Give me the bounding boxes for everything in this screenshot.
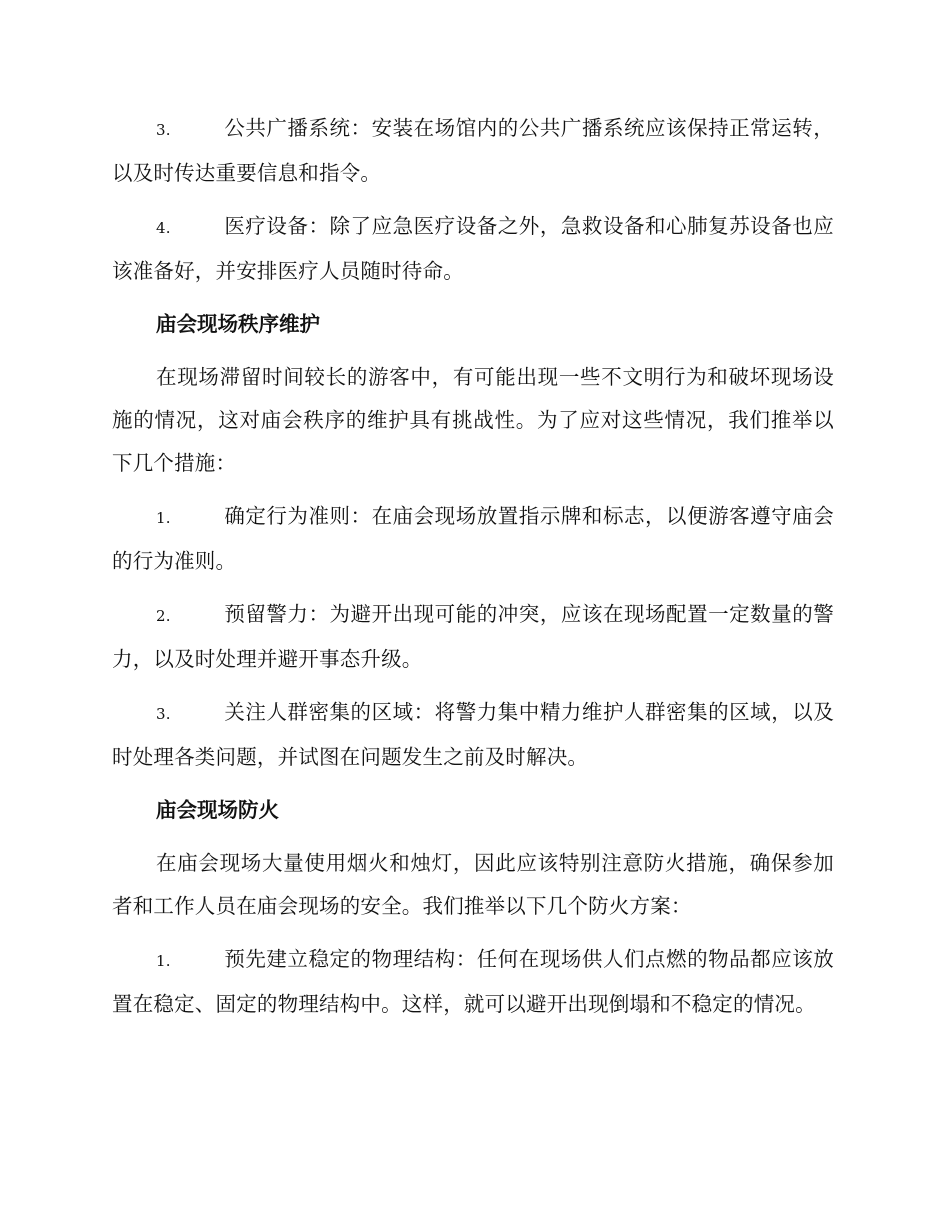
document-body xyxy=(112,107,834,1036)
list-number: 2. xyxy=(156,607,171,625)
paragraph-fire-intro: 在庙会现场大量使用烟火和烛灯，因此应该特别注意防火措施，确保参加者和工作人员在庙会现场的安全。我们推举以下几个防火方案： xyxy=(112,851,834,918)
section-heading-fire: 庙会现场防火 xyxy=(156,798,279,822)
list-number: 1. xyxy=(156,509,171,527)
list-item-broadcast xyxy=(112,107,834,195)
list-item-text: 预先建立稳定的物理结构：任何在现场供人们点燃的物品都应该放置在稳定、固定的物理结构中。这样，就可以避开出现倒塌和不稳定的情况。 xyxy=(112,947,834,1016)
list-item-text: 确定行为准则：在庙会现场放置指示牌和标志，以便游客遵守庙会的行为准则。 xyxy=(112,504,834,573)
list-item-police xyxy=(112,593,834,681)
list-item-text: 预留警力：为避开出现可能的冲突，应该在现场配置一定数量的警力，以及时处理并避开事态升级。 xyxy=(112,602,834,671)
list-number: 3. xyxy=(156,705,171,723)
list-item-text: 关注人群密集的区域：将警力集中精力维护人群密集的区域，以及时处理各类问题，并试图在问题发生之前及时解决。 xyxy=(112,700,834,769)
list-item-text: 公共广播系统：安装在场馆内的公共广播系统应该保持正常运转，以及时传达重要信息和指令。 xyxy=(112,116,834,185)
list-item-crowd xyxy=(112,691,834,779)
list-item-text: 医疗设备：除了应急医疗设备之外，急救设备和心肺复苏设备也应该准备好，并安排医疗人员随时待命。 xyxy=(112,214,834,283)
list-number: 1. xyxy=(156,952,171,970)
list-item-structure xyxy=(112,938,834,1026)
list-number: 4. xyxy=(156,219,171,237)
list-item-rules xyxy=(112,495,834,583)
section-heading-order: 庙会现场秩序维护 xyxy=(156,312,320,336)
paragraph-order-intro: 在现场滞留时间较长的游客中，有可能出现一些不文明行为和破坏现场设施的情况，这对庙会秩序的维护具有挑战性。为了应对这些情况，我们推举以下几个措施： xyxy=(112,365,834,475)
list-item-medical xyxy=(112,205,834,293)
list-number: 3. xyxy=(156,121,171,139)
